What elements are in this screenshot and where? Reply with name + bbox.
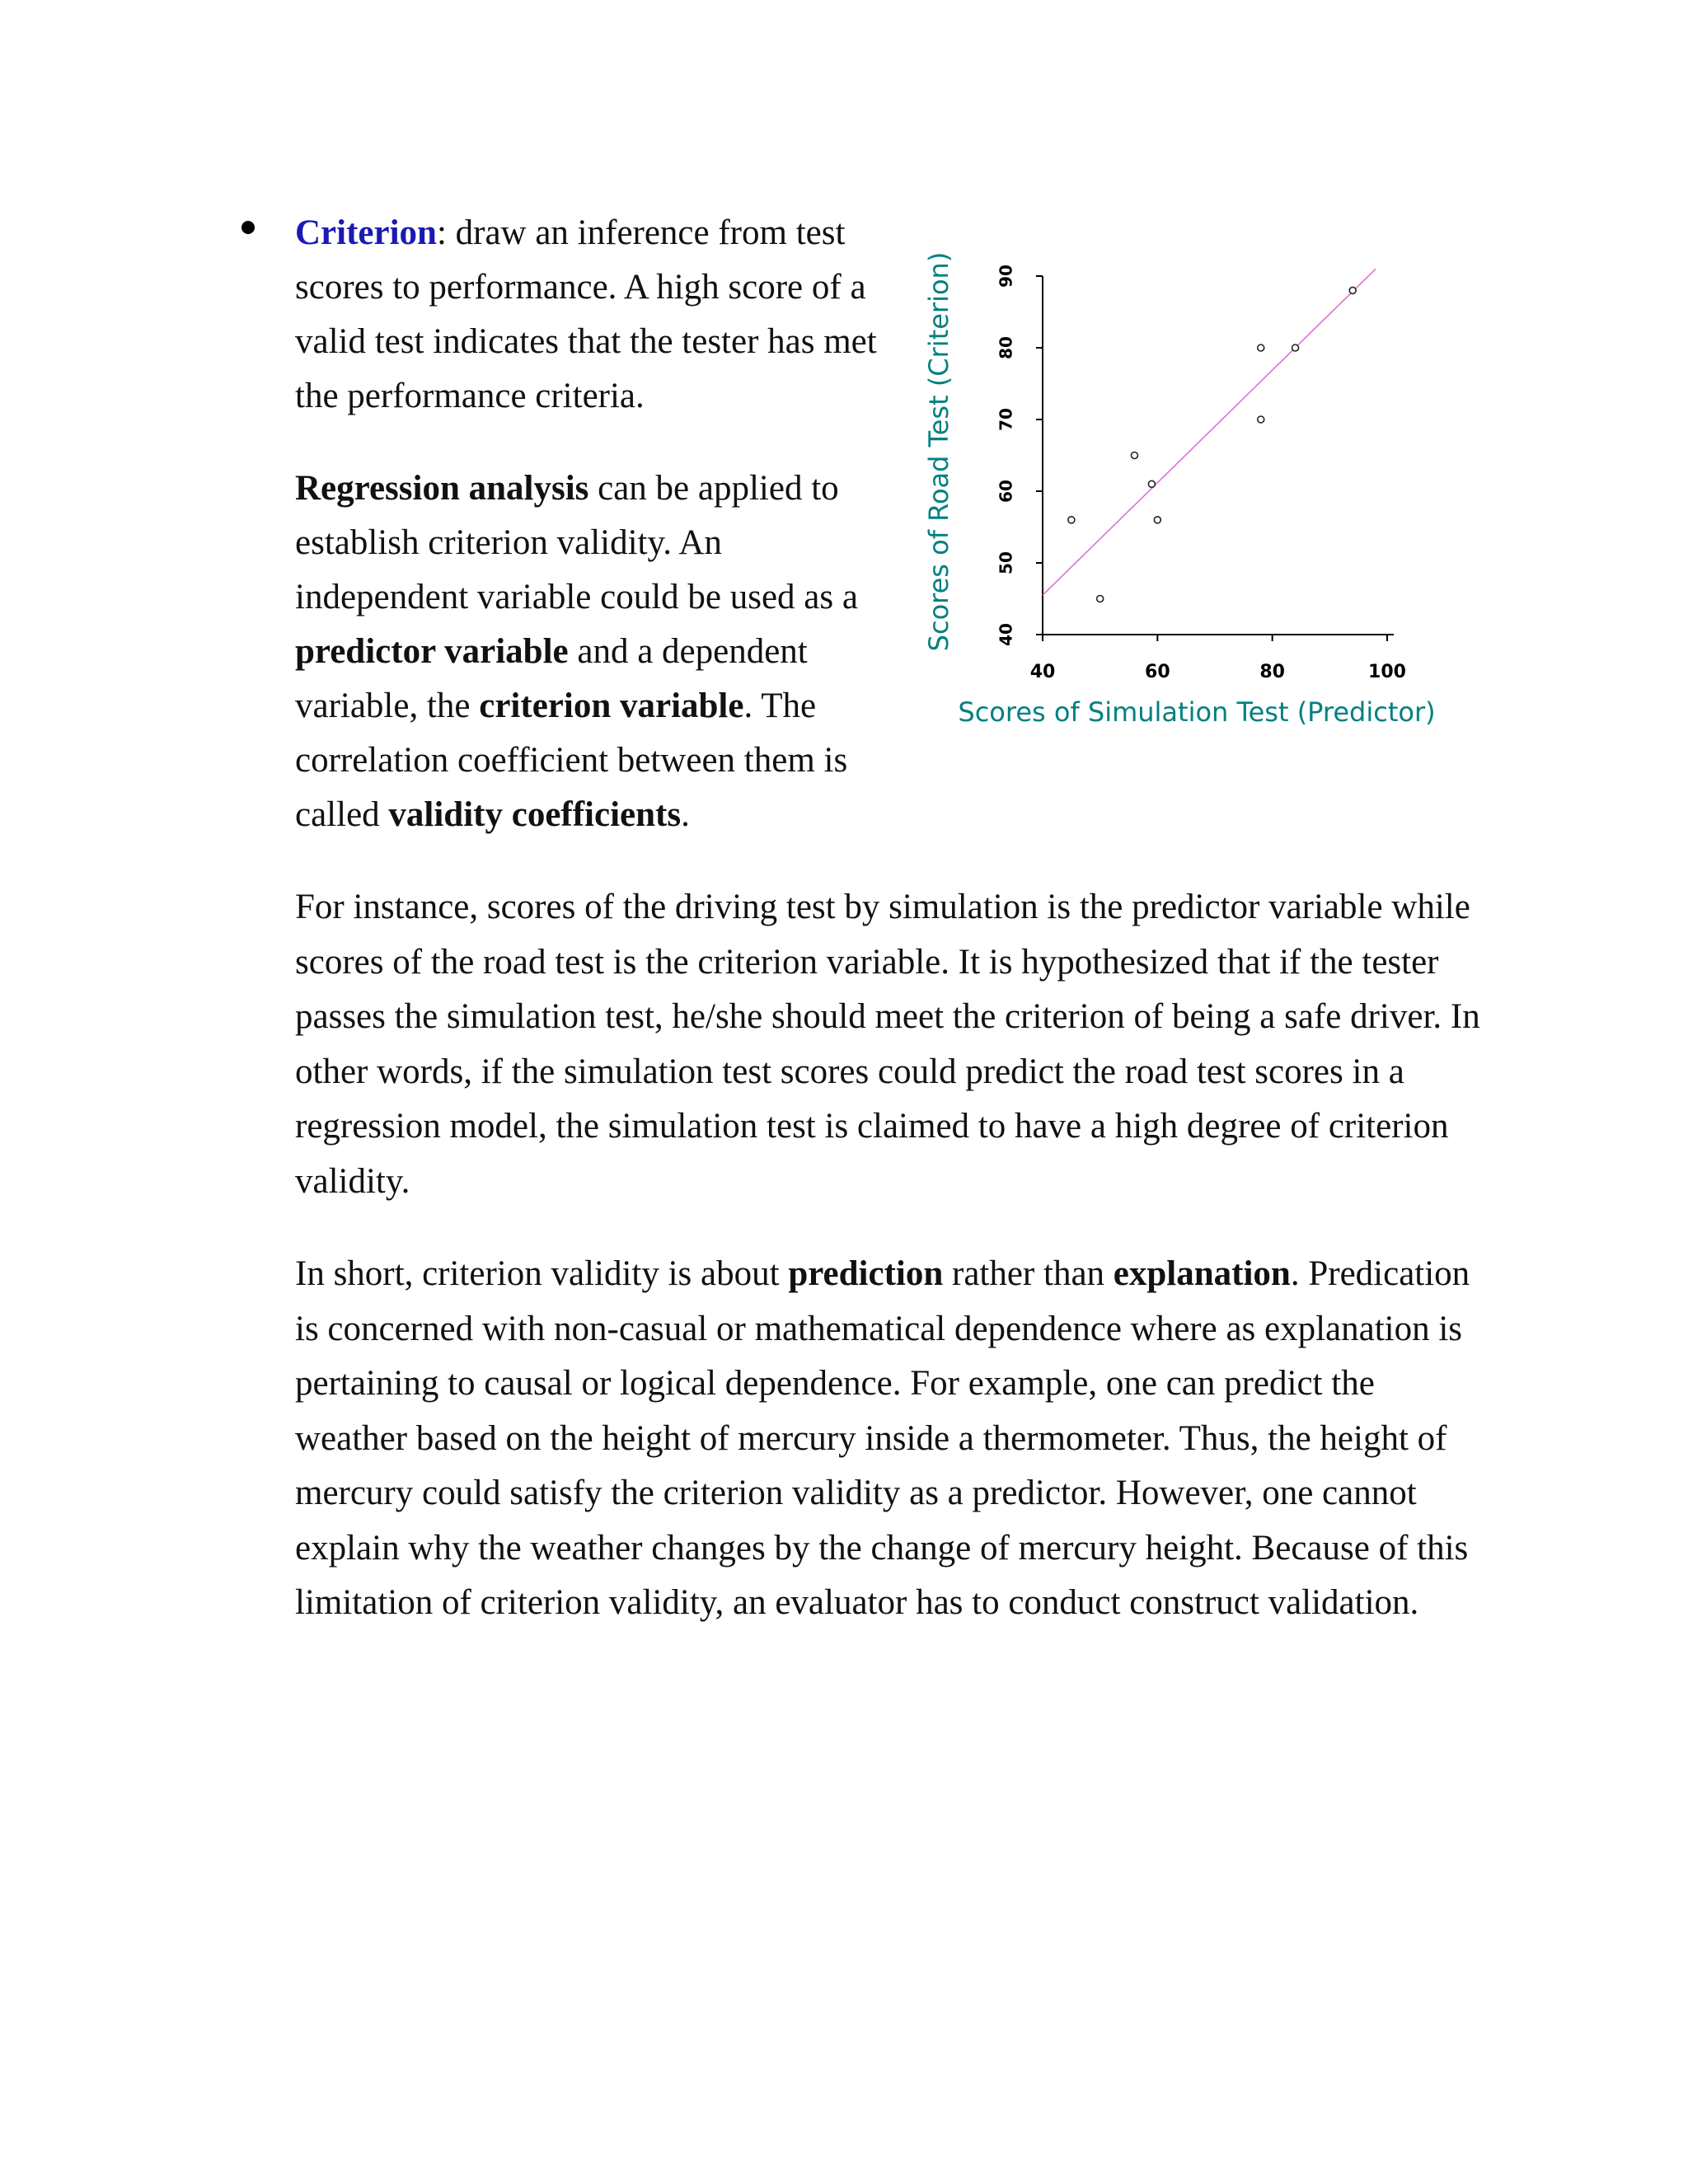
- y-tick-label: 70: [996, 408, 1016, 431]
- left-column: [295, 206, 889, 842]
- explanation-term: explanation: [1113, 1254, 1291, 1293]
- y-tick-label: 50: [996, 551, 1016, 574]
- instance-text: For instance, scores of the driving test by simulation is the predictor variable while scores of the road test is the criterion variable. It is hypothesized that if the tester passes the simulation test, he/she should meet the criterion of being a safe driver. In other words, if the simulation test scores could predict the road test scores in a regression model, the simulation test is claimed to have a high degree of criterion validity.: [295, 888, 1480, 1201]
- short-paragraph: [295, 1247, 1482, 1631]
- short-text-1: In short, criterion validity is about: [295, 1254, 789, 1293]
- data-point: [1097, 596, 1104, 602]
- y-tick-label: 40: [996, 623, 1016, 646]
- y-tick-label: 80: [996, 336, 1016, 359]
- criterion-definition-text: : draw an inference from test scores to performance. A high score of a valid test indicates that the tester has met the performance criteria.: [295, 213, 877, 415]
- data-point: [1068, 517, 1075, 523]
- prediction-term: prediction: [788, 1254, 944, 1293]
- x-axis-title: Scores of Simulation Test (Predictor): [958, 696, 1436, 728]
- regression-paragraph: [295, 462, 889, 842]
- criterion-term: Criterion: [295, 213, 437, 252]
- instance-paragraph: [295, 880, 1482, 1209]
- regression-text-2: and a dependent variable, the: [295, 632, 808, 725]
- data-point: [1349, 287, 1356, 293]
- x-tick-label: 40: [1029, 662, 1056, 682]
- x-tick-label: 80: [1259, 662, 1285, 682]
- criterion-definition: [295, 206, 889, 424]
- predictor-variable-term: predictor variable: [295, 632, 569, 671]
- x-tick-label: 60: [1145, 662, 1170, 682]
- criterion-variable-term: criterion variable: [479, 687, 744, 725]
- regression-analysis-term: Regression analysis: [295, 469, 589, 508]
- data-point: [1154, 517, 1160, 523]
- x-tick-label: 100: [1368, 662, 1406, 682]
- y-axis-title: Scores of Road Test (Criterion): [923, 251, 954, 652]
- validity-coefficients-term: validity coefficients: [388, 795, 682, 834]
- data-point: [1292, 344, 1299, 351]
- short-text-2: rather than: [943, 1254, 1114, 1293]
- regression-text-3: . The correlation coefficient between them is called: [295, 687, 848, 834]
- short-text-3: . Predication is concerned with non-casual or mathematical dependence where as explanation is pertaining to causal or logical dependence. For example, one can predict the weather based on the height of mercury inside a thermometer. Thus, the height of mercury could satisfy the criterion validity as a predictor. However, one cannot explain why the weather changes by the change of mercury height. Because of this limitation of criterion validity, an evaluator has to conduct construct validation.: [295, 1254, 1470, 1622]
- bullet-dot: [241, 221, 255, 234]
- short-text: [295, 1247, 1482, 1631]
- regression-text-4: .: [681, 795, 690, 834]
- scatter-chart: [915, 231, 1475, 750]
- data-point: [1258, 416, 1264, 423]
- data-point: [1258, 344, 1264, 351]
- data-point: [1131, 452, 1137, 459]
- regression-text-1: can be applied to establish criterion validity. An independent variable could be used as a: [295, 469, 858, 616]
- y-tick-label: 90: [996, 265, 1016, 288]
- y-tick-label: 60: [996, 480, 1016, 503]
- regression-line: [1043, 269, 1376, 595]
- data-point: [1148, 480, 1155, 487]
